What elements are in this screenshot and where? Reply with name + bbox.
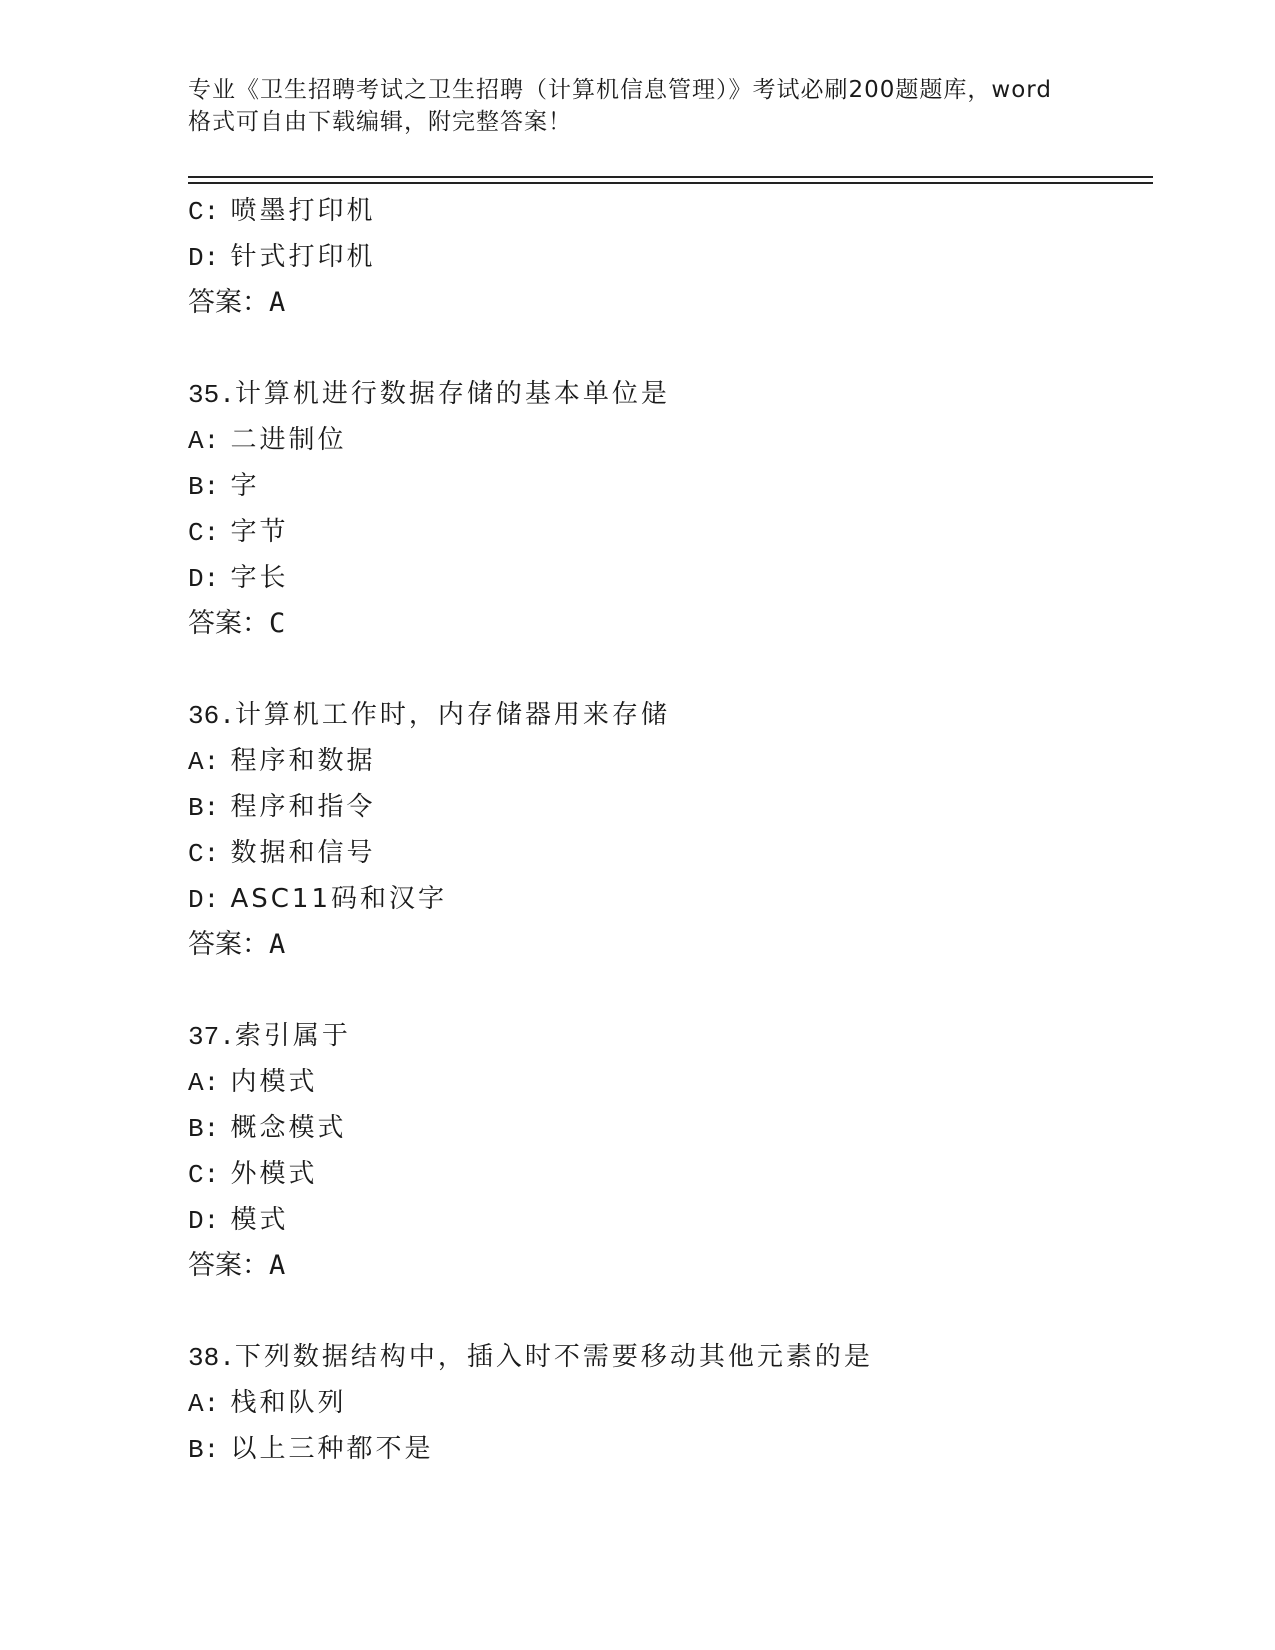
option-key: A: <box>188 426 220 456</box>
option-text: 数据和信号 <box>230 838 376 868</box>
header-divider-bottom <box>188 182 1153 184</box>
option-key: B: <box>188 1114 220 1144</box>
option-line <box>188 1426 1153 1472</box>
option-line <box>188 738 1153 784</box>
question-stem <box>188 692 1153 738</box>
option-text: 字 <box>230 471 260 501</box>
option-text: 字长 <box>230 563 289 593</box>
option-line <box>188 1059 1153 1105</box>
answer-line: 答案：A <box>188 287 286 318</box>
option-text: 程序和指令 <box>230 792 376 822</box>
option-key: C: <box>188 839 220 869</box>
option-key: C: <box>188 197 220 227</box>
question-number: 36. <box>188 701 235 731</box>
question-text: 下列数据结构中，插入时不需要移动其他元素的是 <box>234 1342 873 1372</box>
option-line <box>188 784 1153 830</box>
option-line <box>188 830 1153 876</box>
option-key: A: <box>188 1389 220 1419</box>
option-key: B: <box>188 1435 220 1465</box>
question-number: 35. <box>188 380 235 410</box>
option-key: C: <box>188 518 220 548</box>
answer-line: 答案：A <box>188 1250 286 1281</box>
option-key: A: <box>188 1068 220 1098</box>
option-line <box>188 1105 1153 1151</box>
option-key: D: <box>188 1206 220 1236</box>
document-header <box>188 74 1088 138</box>
option-line <box>188 1380 1153 1426</box>
option-key: D: <box>188 564 220 594</box>
option-line <box>188 188 1153 234</box>
option-key: B: <box>188 472 220 502</box>
answer-line: 答案：C <box>188 608 286 639</box>
option-text: 概念模式 <box>230 1113 347 1143</box>
header-line-2: 格式可自由下载编辑，附完整答案！ <box>188 109 572 135</box>
question-stem <box>188 371 1153 417</box>
option-key: B: <box>188 793 220 823</box>
answer-line: 答案：A <box>188 929 286 960</box>
option-line <box>188 1151 1153 1197</box>
option-text: 字节 <box>230 517 289 547</box>
option-key: D: <box>188 885 220 915</box>
option-line <box>188 509 1153 555</box>
question-text: 计算机工作时，内存储器用来存储 <box>234 700 670 730</box>
option-text: 内模式 <box>230 1067 318 1097</box>
option-text: 栈和队列 <box>230 1388 347 1418</box>
option-text: 程序和数据 <box>230 746 376 776</box>
option-line <box>188 463 1153 509</box>
option-line <box>188 876 1153 922</box>
question-text: 索引属于 <box>234 1021 351 1051</box>
option-line <box>188 417 1153 463</box>
option-text: 外模式 <box>230 1159 318 1189</box>
option-line <box>188 555 1153 601</box>
question-text: 计算机进行数据存储的基本单位是 <box>234 379 670 409</box>
option-line <box>188 1197 1153 1243</box>
question-number: 38. <box>188 1343 235 1373</box>
header-divider-top <box>188 176 1153 178</box>
question-stem <box>188 1013 1153 1059</box>
option-key: D: <box>188 243 220 273</box>
option-text: 以上三种都不是 <box>230 1434 434 1464</box>
option-key: C: <box>188 1160 220 1190</box>
option-text: 针式打印机 <box>230 242 376 272</box>
option-key: A: <box>188 747 220 777</box>
option-text: 二进制位 <box>230 425 347 455</box>
question-number: 37. <box>188 1022 235 1052</box>
option-text: 喷墨打印机 <box>230 196 376 226</box>
question-stem <box>188 1334 1153 1380</box>
option-text: 模式 <box>230 1205 289 1235</box>
header-line-1: 专业《卫生招聘考试之卫生招聘（计算机信息管理）》考试必刷200题题库，word <box>188 77 1052 103</box>
option-line <box>188 234 1153 280</box>
question-list <box>188 188 1153 1472</box>
option-text: ASC11码和汉字 <box>230 884 448 914</box>
